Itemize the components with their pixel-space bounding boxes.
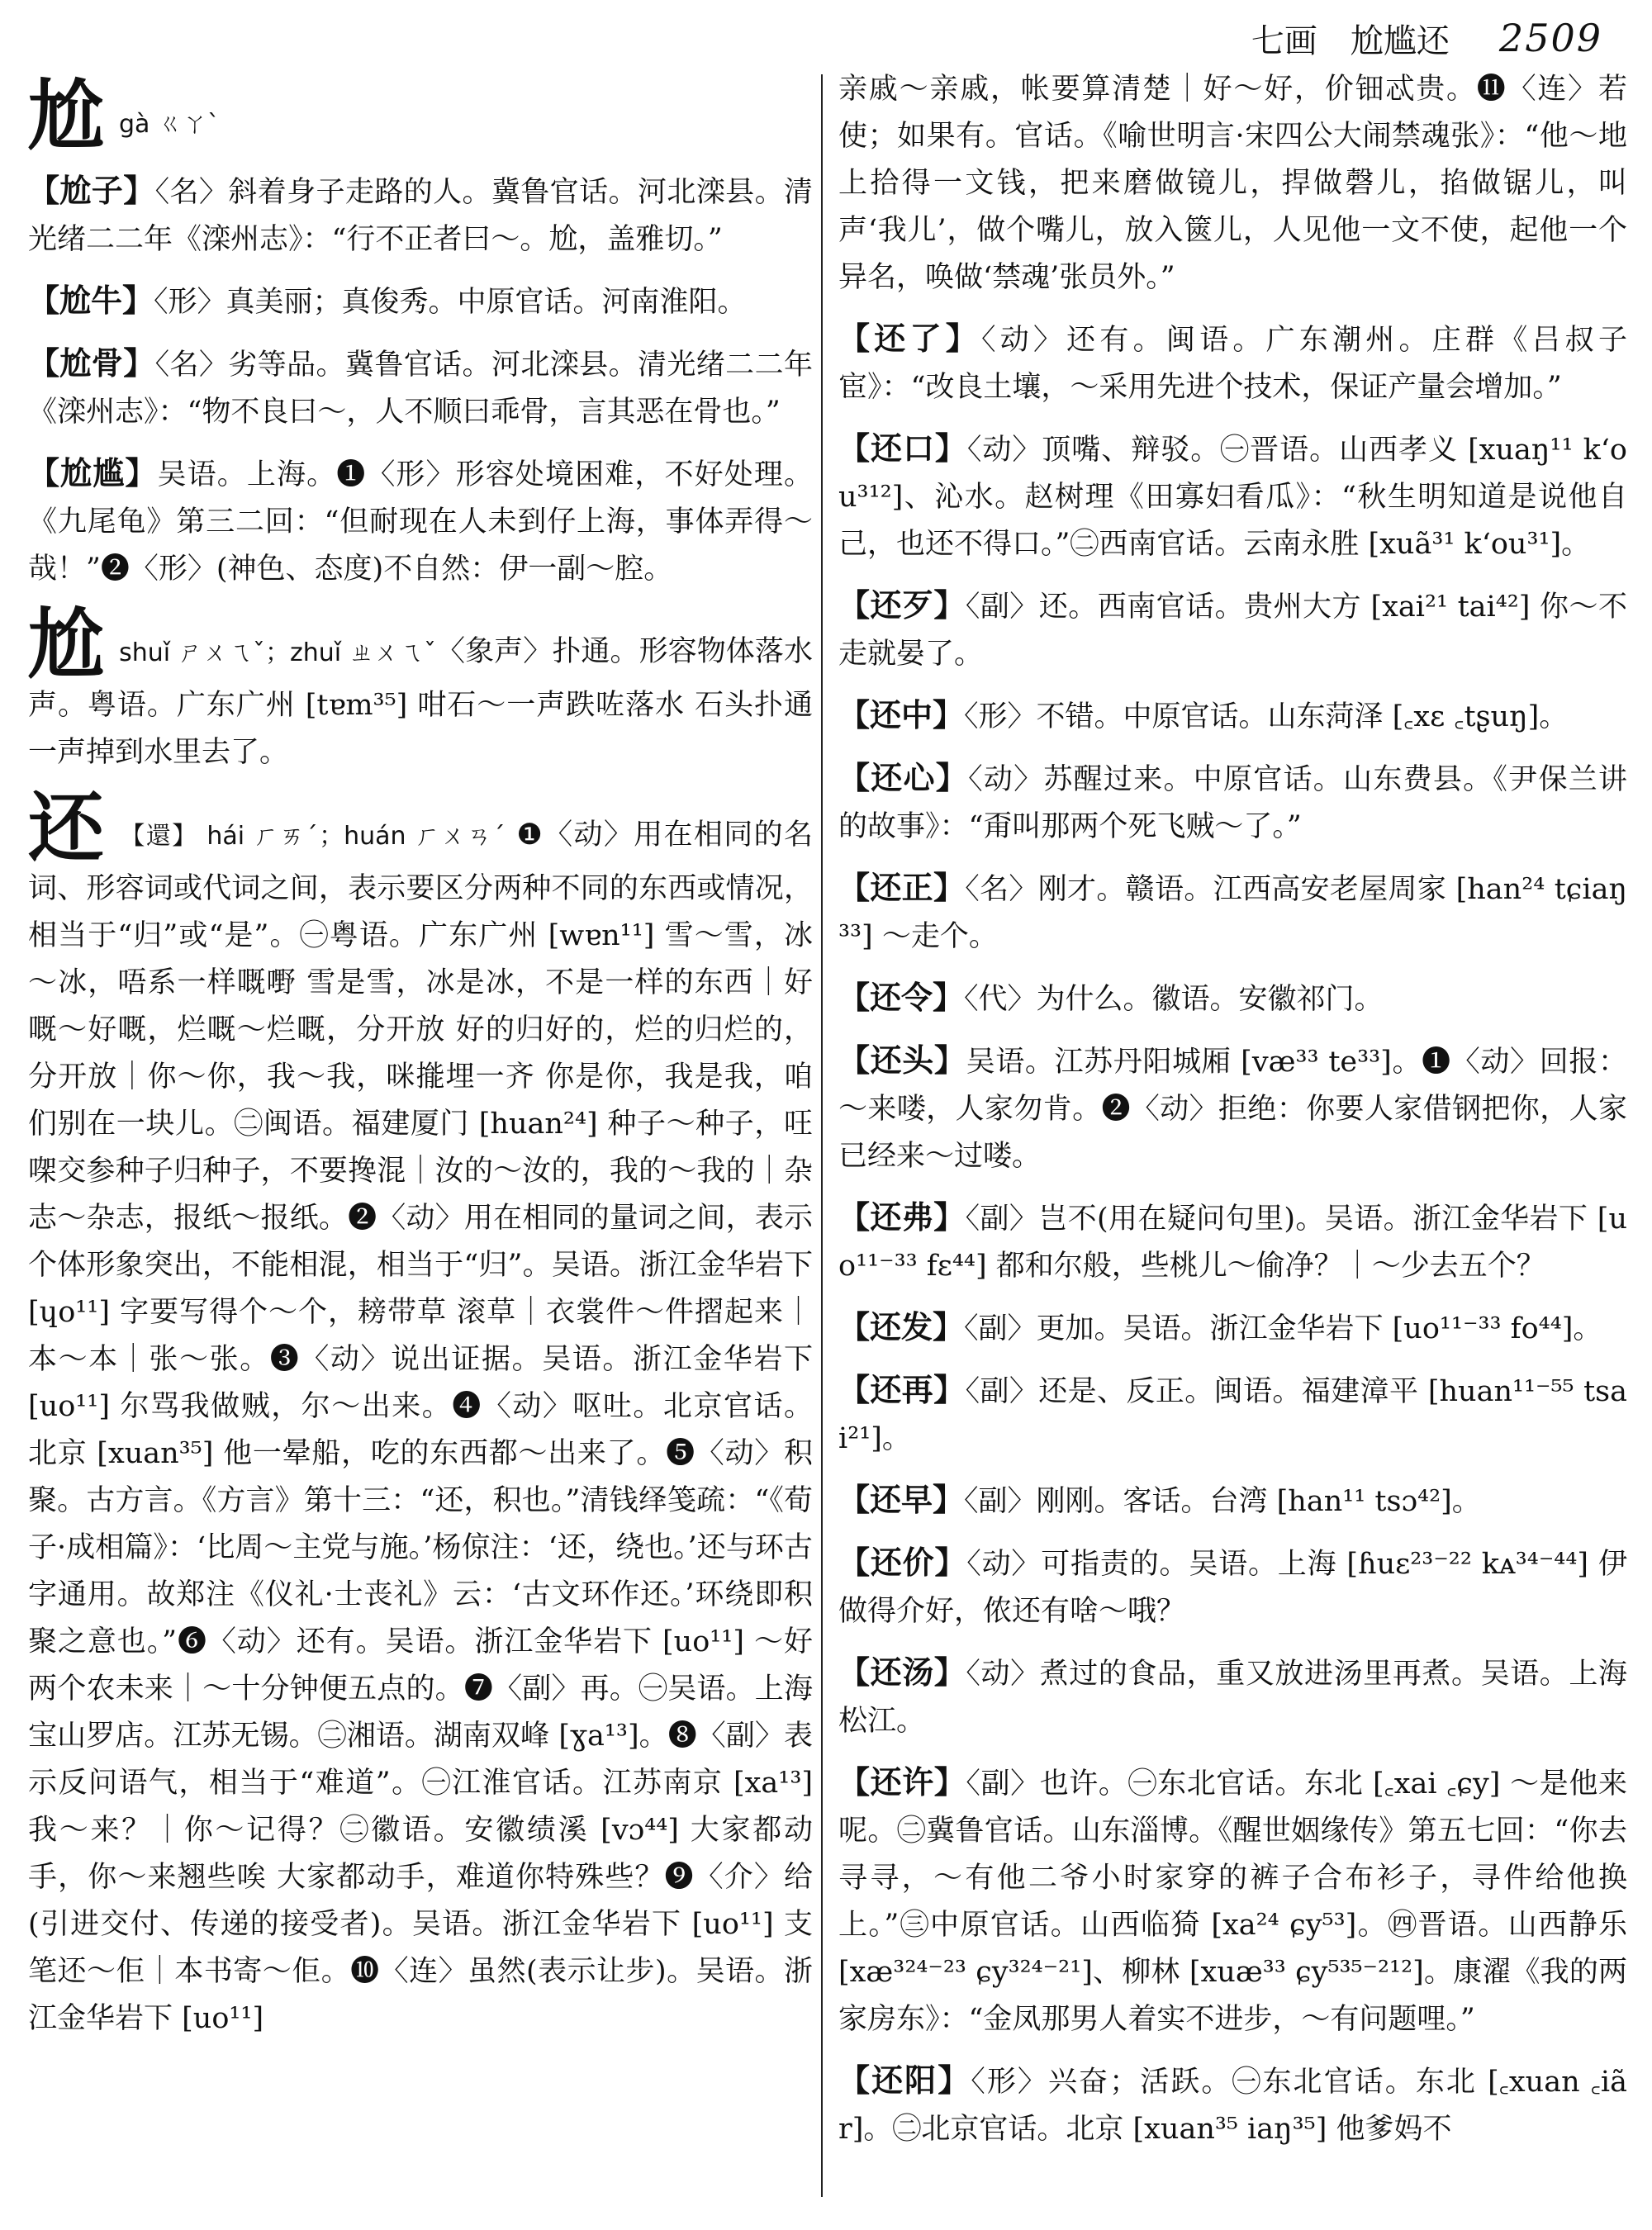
entry-definition: 〈动〉还有。闽语。广东潮州。庄群《吕叔子宦》：“改良土壤，～采用先进个技术，保证产量会增加。” bbox=[838, 324, 1627, 404]
continued-text: 亲戚～亲戚，帐要算清楚｜好～好，价钿忒贵。⓫〈连〉若使；如果有。官话。《喻世明言·宋四公大闹禁魂张》：“他～地上拾得一文钱，把来磨做镜儿，捍做磬儿，掐做锯儿，叫声‘我儿’，做个嘴儿，放入篋儿，人见他一文不使，起他一个异名，唤做‘禁魂’张员外。” bbox=[838, 73, 1627, 294]
entry-term: 【还头】 bbox=[838, 1041, 966, 1079]
head-character: 尬 bbox=[28, 600, 105, 689]
head-pronunciation: gà ㄍㄚˋ bbox=[119, 110, 220, 139]
running-header bbox=[760, 12, 1602, 64]
entry-definition: 〈副〉刚刚。客话。台湾 [han¹¹ tsɔ⁴²]。 bbox=[964, 1485, 1481, 1518]
head-pronunciation: shuǐ ㄕㄨㄟˇ；zhuǐ ㄓㄨㄟˇ bbox=[119, 638, 437, 667]
entry-definition: 〈象声〉扑通。形容物体落水声。粤语。广东广州 [tɐm³⁵] 咁石～一声跌咗落水 石头扑通一声掉到水里去了。 bbox=[28, 635, 813, 769]
dictionary-entry bbox=[28, 167, 813, 263]
dictionary-entry bbox=[838, 1037, 1627, 1180]
entry-definition: 〈名〉斜着身子走路的人。冀鲁官话。河北滦县。清光绪二二年《滦州志》：“行不正者曰～。尬，盖雅切。” bbox=[28, 176, 813, 256]
dictionary-entry bbox=[838, 1193, 1627, 1290]
column-divider bbox=[821, 74, 823, 2197]
entry-term: 【还弗】 bbox=[838, 1198, 966, 1236]
dictionary-entry bbox=[838, 2057, 1627, 2153]
entry-term: 【还发】 bbox=[838, 1308, 965, 1345]
entry-definition: 〈形〉兴奋；活跃。㊀东北官话。东北 [꜀xuan ꜀iãr]。㊁北京官话。北京 [xuan³⁵ iaŋ³⁵] 他爹妈不 bbox=[838, 2066, 1627, 2146]
dictionary-entry bbox=[28, 277, 813, 326]
dictionary-entry bbox=[838, 1366, 1627, 1463]
entry-term: 【尬尴】 bbox=[28, 454, 158, 491]
entry-term: 【还再】 bbox=[838, 1371, 966, 1408]
left-column bbox=[28, 66, 813, 2205]
dictionary-entry bbox=[28, 339, 813, 436]
entry-definition: 吴语。上海。❶〈形〉形容处境困难，不好处理。《九尾龟》第三二回：“但耐现在人未到仔上海，事体弄得～哉！”❷〈形〉(神色、态度)不自然：伊一副～腔。 bbox=[28, 458, 813, 586]
entry-term: 【还口】 bbox=[838, 429, 967, 467]
dictionary-entry bbox=[838, 1758, 1627, 2043]
dictionary-entry bbox=[838, 691, 1627, 741]
dictionary-entry bbox=[838, 1476, 1627, 1525]
entry-definition: 〈动〉顶嘴、辩驳。㊀晋语。山西孝义 [xuaŋ¹¹ kʻou³¹²]、沁水。赵树理《田寡妇看瓜》：“秋生明知道是说他自己，也还不得口。”㊁西南官话。云南永胜 [xuã³¹ kʻou³¹]。 bbox=[838, 434, 1627, 561]
dictionary-entry bbox=[28, 449, 813, 593]
right-column bbox=[838, 66, 1627, 2205]
page-number: 2509 bbox=[1498, 16, 1602, 60]
section-title: 七画 尬尴还 bbox=[1251, 21, 1450, 60]
entry-term: 【尬子】 bbox=[28, 172, 155, 209]
entry-definition: 〈名〉劣等品。冀鲁官话。河北滦县。清光绪二二年《滦州志》：“物不良曰～，人不顺曰乖骨，言其恶在骨也。” bbox=[28, 349, 813, 429]
entry-definition: 〈名〉刚才。赣语。江西高安老屋周家 [han²⁴ tɕiaŋ³³] ～走个。 bbox=[838, 873, 1627, 953]
dictionary-entry bbox=[838, 1539, 1627, 1635]
dictionary-entry bbox=[838, 315, 1627, 411]
head-entry bbox=[28, 783, 813, 2043]
dictionary-entry bbox=[838, 1303, 1627, 1353]
entry-term: 【还了】 bbox=[838, 320, 981, 357]
entry-term: 【还正】 bbox=[838, 869, 966, 906]
entry-definition: 〈副〉更加。吴语。浙江金华岩下 [uo¹¹⁻³³ fo⁴⁴]。 bbox=[964, 1312, 1602, 1345]
entry-definition: 〈副〉还是、反正。闽语。福建漳平 [huan¹¹⁻⁵⁵ tsai²¹]。 bbox=[838, 1375, 1627, 1455]
dictionary-entry bbox=[838, 754, 1627, 851]
entry-term: 【还阳】 bbox=[838, 2062, 971, 2099]
entry-term: 【还令】 bbox=[838, 979, 965, 1016]
entry-definition: 〈动〉煮过的食品，重又放进汤里再煮。吴语。上海松江。 bbox=[838, 1658, 1627, 1738]
entry-definition: 〈副〉岂不(用在疑问句里)。吴语。浙江金华岩下 [uo¹¹⁻³³ fɛ⁴⁴] 都和尔般，些桃儿～偷净？｜～少去五个？ bbox=[838, 1203, 1627, 1283]
entry-definition: ❶〈动〉用在相同的名词、形容词或代词之间，表示要区分两种不同的东西或情况，相当于“归”或“是”。㊀粤语。广东广州 [wɐn¹¹] 雪～雪，冰～冰，唔系一样嘅嘢 雪是雪，冰是冰，不是一样的东西｜好嘅～好嘅，烂嘅～烂嘅，分开放 好的归好的，烂的归烂的，分开放｜你～你，我～我，咪㨢埋一齐 你是你，我是我，咱们别在一块儿。㊁闽语。福建厦门 [huan²⁴] 种子～种子，㕵㗎交参种子归种子，不要搀混｜汝的～汝的，我的～我的｜杂志～杂志，报纸～报纸。❷〈动〉用在相同的量词之间，表示个体形象突出，不能相混，相当于“归”。吴语。浙江金华岩下 [ɥo¹¹] 字要写得个～个，耪带草 滚草｜衣裳件～件摺起来｜本～本｜张～张。❸〈动〉说出证据。吴语。浙江金华岩下 [uo¹¹] 尔骂我做贼，尔～出来。❹〈动〉呕吐。北京官话。北京 [xuan³⁵] 他一晕船，吃的东西都～出来了。❺〈动〉积聚。古方言。《方言》第十三：“还，积也。”清钱绎笺疏：“《荀子·成相篇》：‘比周～主党与施。’杨倞注：‘还，绕也。’还与环古字通用。故郑注《仪礼·士丧礼》云：‘古文环作还。’环绕即积聚之意也。”❻〈动〉还有。吴语。浙江金华岩下 [uo¹¹] ～好两个农未来｜～十分钟便五点的。❼〈副〉再。㊀吴语。上海宝山罗店。江苏无锡。㊁湘语。湖南双峰 [ɣa¹³]。❽〈副〉表示反问语气，相当于“难道”。㊀江淮官话。江苏南京 [xa¹³] 我～来？｜你～记得？㊁徽语。安徽绩溪 [vɔ⁴⁴] 大家都动手，你～来翘些唉 大家都动手，难道你特殊些？❾〈介〉给(引进交付、传递的接受者)。吴语。浙江金华岩下 [uo¹¹] 支笔还～佢｜本书寄～佢。❿〈连〉虽然(表示让步)。吴语。浙江金华岩下 [uo¹¹] bbox=[28, 818, 813, 2035]
entry-term: 【还心】 bbox=[838, 759, 969, 796]
dictionary-entry bbox=[838, 864, 1627, 961]
entry-definition: 〈代〉为什么。徽语。安徽祁门。 bbox=[964, 983, 1384, 1016]
entry-term: 【尬骨】 bbox=[28, 344, 155, 382]
entry-definition: 〈形〉不错。中原官话。山东菏泽 [꜀xɛ ꜀tʂuŋ]。 bbox=[964, 700, 1569, 733]
dictionary-entry bbox=[838, 1649, 1627, 1745]
entry-definition: 〈动〉苏醒过来。中原官话。山东费县。《尹保兰讲的故事》：“甭叫那两个死飞贼～了。” bbox=[838, 763, 1627, 843]
head-entry bbox=[28, 600, 813, 776]
head-character: 尬 bbox=[28, 71, 105, 160]
entry-term: 【尬牛】 bbox=[28, 282, 154, 319]
entry-definition: 〈副〉还。西南官话。贵州大方 [xai²¹ tai⁴²] 你～不走就晏了。 bbox=[838, 591, 1627, 671]
entry-term: 【还汤】 bbox=[838, 1654, 966, 1691]
entry-definition: 吴语。江苏丹阳城厢 [væ³³ te³³]。❶〈动〉回报：～来喽，人家勿肯。❷〈动〉拒绝：你要人家借钢把你，人家已经来～过喽。 bbox=[838, 1046, 1627, 1173]
entry-definition: 〈副〉也许。㊀东北官话。东北 [꜀xai ꜀ɕy] ～是他来呢。㊁冀鲁官话。山东淄博。《醒世姻缘传》第五七回：“你去寻寻，～有他二爷小时家穿的裤子合布衫子，寻件给他换上。”㊂中原官话。山西临猗 [xa²⁴ ɕy⁵³]。㊃晋语。山西静乐 [xæ³²⁴⁻²³ ɕy³²⁴⁻²¹]、柳林 [xuæ³³ ɕy⁵³⁵⁻²¹²]。康濯《我的两家房东》：“金凤那男人着实不进步，～有问题哩。” bbox=[838, 1767, 1627, 2036]
entry-term: 【还中】 bbox=[838, 696, 965, 733]
head-pronunciation: 【還】 hái ㄏㄞˊ；huán ㄏㄨㄢˊ bbox=[120, 822, 506, 851]
entry-term: 【还价】 bbox=[838, 1544, 967, 1581]
head-character: 还 bbox=[28, 783, 106, 872]
entry-term: 【还许】 bbox=[838, 1763, 966, 1801]
dictionary-entry bbox=[838, 974, 1627, 1023]
head-entry bbox=[28, 71, 813, 160]
entry-definition: 〈形〉真美丽；真俊秀。中原官话。河南淮阳。 bbox=[154, 286, 747, 319]
dictionary-entry bbox=[838, 425, 1627, 568]
entry-term: 【还早】 bbox=[838, 1481, 965, 1518]
dictionary-entry bbox=[838, 581, 1627, 678]
entry-definition: 〈动〉可指责的。吴语。上海 [ɦuɛ²³⁻²² kᴀ³⁴⁻⁴⁴] 伊做得介好，侬还有啥～哦？ bbox=[838, 1548, 1627, 1628]
entry-term: 【还歹】 bbox=[838, 586, 966, 624]
